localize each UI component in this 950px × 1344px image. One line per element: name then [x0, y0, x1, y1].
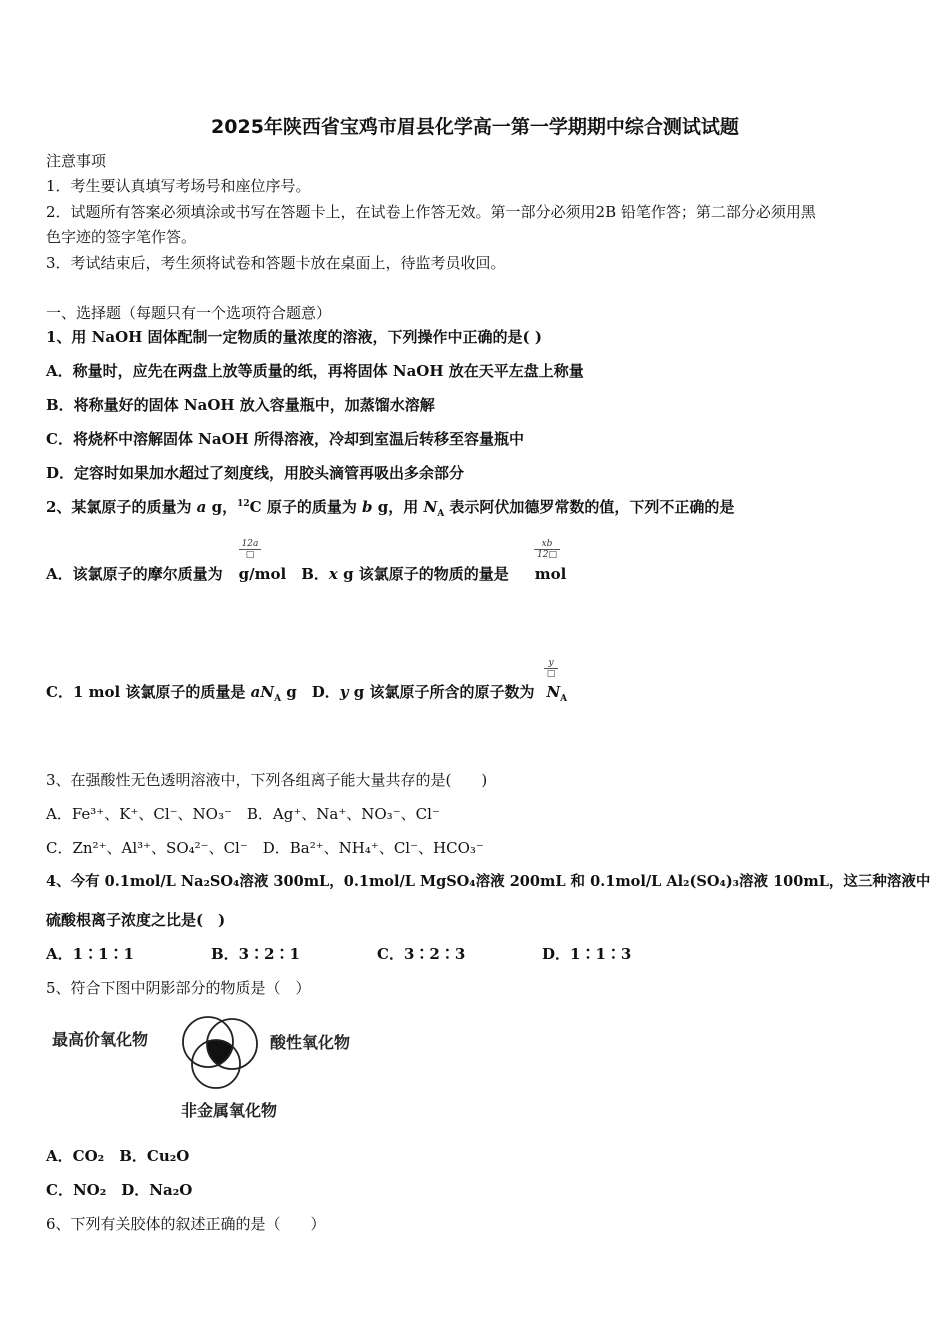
notice-item-2-cont: 色字迹的签字笔作答。	[46, 228, 197, 246]
notice-item-2: 2．试题所有答案必须填涂或书写在答题卡上，在试卷上作答无效。第一部分必须用2B 铅笔作答；第二部分必须用黑	[46, 203, 816, 221]
q5-stem: 5、符合下图中阴影部分的物质是（ ）	[46, 979, 311, 997]
section-heading: 一、选择题（每题只有一个选项符合题意）	[46, 304, 332, 322]
q3-options-cd: C．Zn²⁺、Al³⁺、SO₄²⁻、Cl⁻ D．Ba²⁺、NH₄⁺、Cl⁻、HCO₃⁻	[46, 839, 484, 857]
q2-stem: 2、某氯原子的质量为 a g，$^{12}$C 原子的质量为 b g，用 $N_A$ 表示阿伏加德罗常数的值，下列不正确的是	[46, 498, 735, 519]
q2-options-ab: A．该氯原子的摩尔质量为 g/mol B．x g 该氯原子的物质的量是 mol	[46, 565, 567, 583]
q6-stem: 6、下列有关胶体的叙述正确的是（ ）	[46, 1215, 326, 1233]
notice-item-1: 1．考生要认真填写考场号和座位序号。	[46, 177, 311, 195]
venn-label-acidic-oxide: 酸性氧化物	[270, 1033, 351, 1052]
q4-option-c: C．3∶2∶3	[377, 945, 466, 963]
q1-stem: 1、用 NaOH 固体配制一定物质的量浓度的溶液，下列操作中正确的是( )	[46, 328, 542, 346]
q2-fraction-d: y □	[544, 658, 558, 679]
q1-option-b: B．将称量好的固体 NaOH 放入容量瓶中，加蒸馏水溶解	[46, 396, 435, 414]
page-title: 2025年陕西省宝鸡市眉县化学高一第一学期期中综合测试试题	[211, 116, 739, 138]
q1-option-c: C．将烧杯中溶解固体 NaOH 所得溶液，冷却到室温后转移至容量瓶中	[46, 430, 525, 448]
q2-fraction-b: $\frac{xb}{12□}$	[534, 539, 560, 560]
q1-option-d: D．定容时如果加水超过了刻度线，用胶头滴管再吸出多余部分	[46, 464, 465, 482]
q5-options-cd: C．NO₂ D．Na₂O	[46, 1181, 193, 1199]
notice-heading: 注意事项	[46, 152, 107, 170]
q4-option-b: B．3∶2∶1	[211, 945, 300, 963]
q5-options-ab: A．CO₂ B．Cu₂O	[46, 1147, 190, 1165]
q3-stem: 3、在强酸性无色透明溶液中，下列各组离子能大量共存的是( )	[46, 771, 488, 789]
q2-options-cd: C．1 mol 该氯原子的质量是 $aN_A$ g D．y g 该氯原子所含的原子数为 $N_A$	[46, 683, 568, 704]
venn-label-highest-oxide: 最高价氧化物	[52, 1030, 149, 1049]
q3-options-ab: A．Fe³⁺、K⁺、Cl⁻、NO₃⁻ B．Ag⁺、Na⁺、NO₃⁻、Cl⁻	[46, 805, 440, 823]
venn-label-nonmetal-oxide: 非金属氧化物	[181, 1101, 278, 1120]
q4-stem: 4、今有 0.1mol/L Na₂SO₄溶液 300mL，0.1mol/L MgSO₄溶液 200mL 和 0.1mol/L Al₂(SO₄)₃溶液 100mL，这三种溶液中	[46, 873, 931, 890]
venn-diagram	[174, 1012, 270, 1094]
q1-option-a: A．称量时，应先在两盘上放等质量的纸，再将固体 NaOH 放在天平左盘上称量	[46, 362, 584, 380]
q4-stem-cont: 硫酸根离子浓度之比是( )	[46, 911, 226, 929]
notice-item-3: 3．考试结束后，考生须将试卷和答题卡放在桌面上，待监考员收回。	[46, 254, 506, 272]
q4-option-d: D．1∶1∶3	[542, 945, 632, 963]
q2-fraction-a: 12a □	[239, 539, 261, 560]
q4-option-a: A．1∶1∶1	[46, 945, 134, 963]
